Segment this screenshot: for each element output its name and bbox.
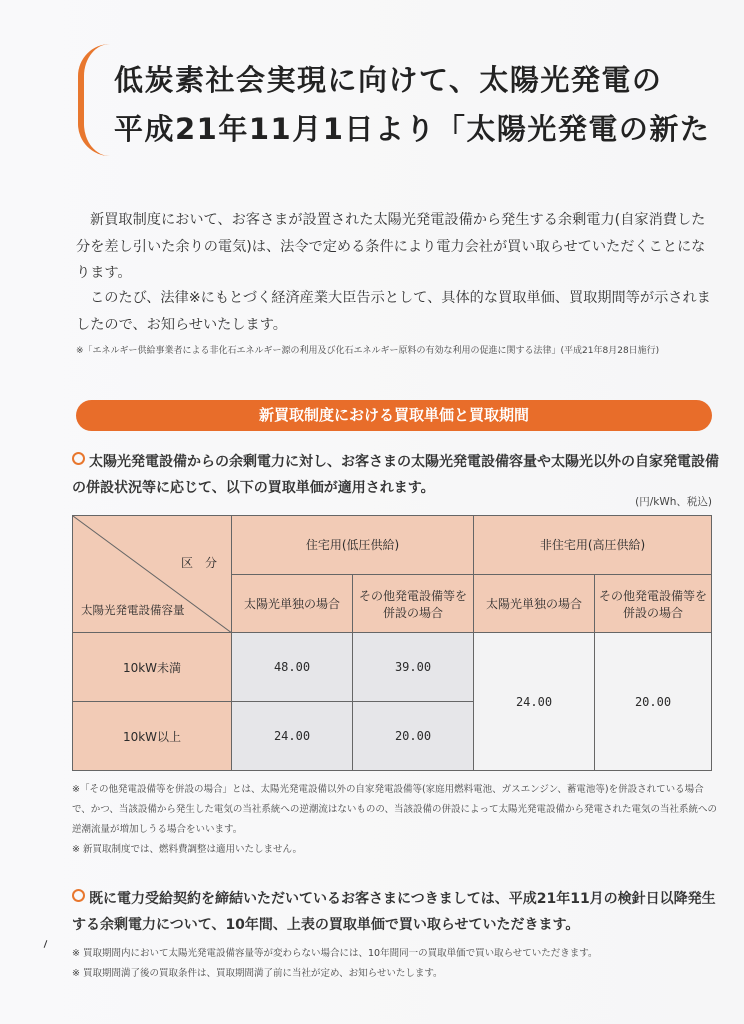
scan-mark	[44, 940, 48, 948]
intro-paragraph-1-text: 新買取制度において、お客さまが設置された太陽光発電設備から発生する余剰電力(自家消費した分を差し引いた余りの電気)は、法令で定める条件により電力会社が買い取らせていただくことになります。	[76, 212, 706, 281]
period-lead-text: 既に電力受給契約を締結いただいているお客さまにつきましては、平成21年11月の検針日以降発生する余剰電力について、10年間、上表の買取単価で買い取らせていただきます。	[72, 891, 716, 933]
corner-label-capacity: 太陽光発電設備容量	[81, 603, 185, 618]
rate-table	[72, 515, 712, 771]
unit-label: (円/kWh、税込)	[635, 496, 712, 508]
intro-paragraph-2	[76, 285, 716, 338]
period-footnote-2: ※ 買取期間満了後の買取条件は、買取期間満了前に当社が定め、お知らせいたします。	[72, 968, 443, 979]
header-res-with-other-l1: その他発電設備等を	[358, 588, 467, 603]
header-nonres-solar-only: 太陽光単独の場合	[474, 574, 595, 633]
cell-nonres-other: 20.00	[595, 633, 712, 771]
row-label-under-10kw: 10kW未満	[73, 633, 232, 702]
header-nonres-with-other-l1: その他発電設備等を	[598, 588, 707, 603]
cell-over-res-solar: 24.00	[232, 702, 353, 771]
table-notes	[72, 780, 722, 860]
double-circle-icon	[72, 889, 85, 902]
cell-nonres-solar: 24.00	[474, 633, 595, 771]
table-note-2: ※ 新買取制度では、燃料費調整は適用いたしません。	[72, 844, 303, 855]
rate-lead-text: 太陽光発電設備からの余剰電力に対し、お客さまの太陽光発電設備容量や太陽光以外の自家発電設備の併設状況等に応じて、以下の買取単価が適用されます。	[72, 454, 719, 496]
period-lead	[72, 886, 722, 938]
table-note-1: ※「その他発電設備等を併設の場合」とは、太陽光発電設備以外の自家発電設備等(家庭用燃料電池、ガスエンジン、蓄電池等)を併設されている場合で、かつ、当該設備から発生した電気の当社系統への逆潮流はないものの、当該設備の併設によって太陽光発電設備から発電された電気の当社系統への逆潮流量が増加しうる場合をいいます。	[72, 784, 718, 835]
header-nonres-with-other-l2: 併設の場合	[622, 605, 683, 620]
headline-line-2: 平成21年11月1日より「太陽光発電の新た	[114, 112, 711, 146]
headline-bracket	[78, 44, 110, 156]
cell-under-res-other: 39.00	[353, 633, 474, 702]
header-res-solar-only: 太陽光単独の場合	[232, 574, 353, 633]
intro-paragraph-1	[76, 207, 716, 287]
rate-lead	[72, 449, 722, 501]
double-circle-icon	[72, 452, 85, 465]
row-label-over-10kw: 10kW以上	[73, 702, 232, 771]
period-footnote-1: ※ 買取期間内において太陽光発電設備容量等が変わらない場合には、10年間同一の買取単価で買い取らせていただきます。	[72, 948, 598, 959]
header-res-with-other-l2: 併設の場合	[382, 605, 443, 620]
section-title-bar: 新買取制度における買取単価と買取期間	[76, 400, 712, 431]
headline-line-1: 低炭素社会実現に向けて、太陽光発電の	[114, 63, 663, 97]
cell-under-res-solar: 48.00	[232, 633, 353, 702]
corner-label-category: 区 分	[180, 556, 217, 570]
intro-paragraph-2-text: このたび、法律※にもとづく経済産業大臣告示として、具体的な買取単価、買取期間等が示されましたので、お知らせいたします。	[76, 290, 711, 333]
table-corner-cell	[73, 516, 232, 633]
header-residential: 住宅用(低圧供給)	[232, 516, 474, 575]
cell-over-res-other: 20.00	[353, 702, 474, 771]
header-res-with-other	[353, 574, 474, 633]
header-non-residential: 非住宅用(高圧供給)	[474, 516, 712, 575]
law-footnote: ※「エネルギー供給事業者による非化石エネルギー源の利用及び化石エネルギー原料の有効な利用の促進に関する法律」(平成21年8月28日施行)	[76, 346, 660, 356]
header-nonres-with-other	[595, 574, 712, 633]
